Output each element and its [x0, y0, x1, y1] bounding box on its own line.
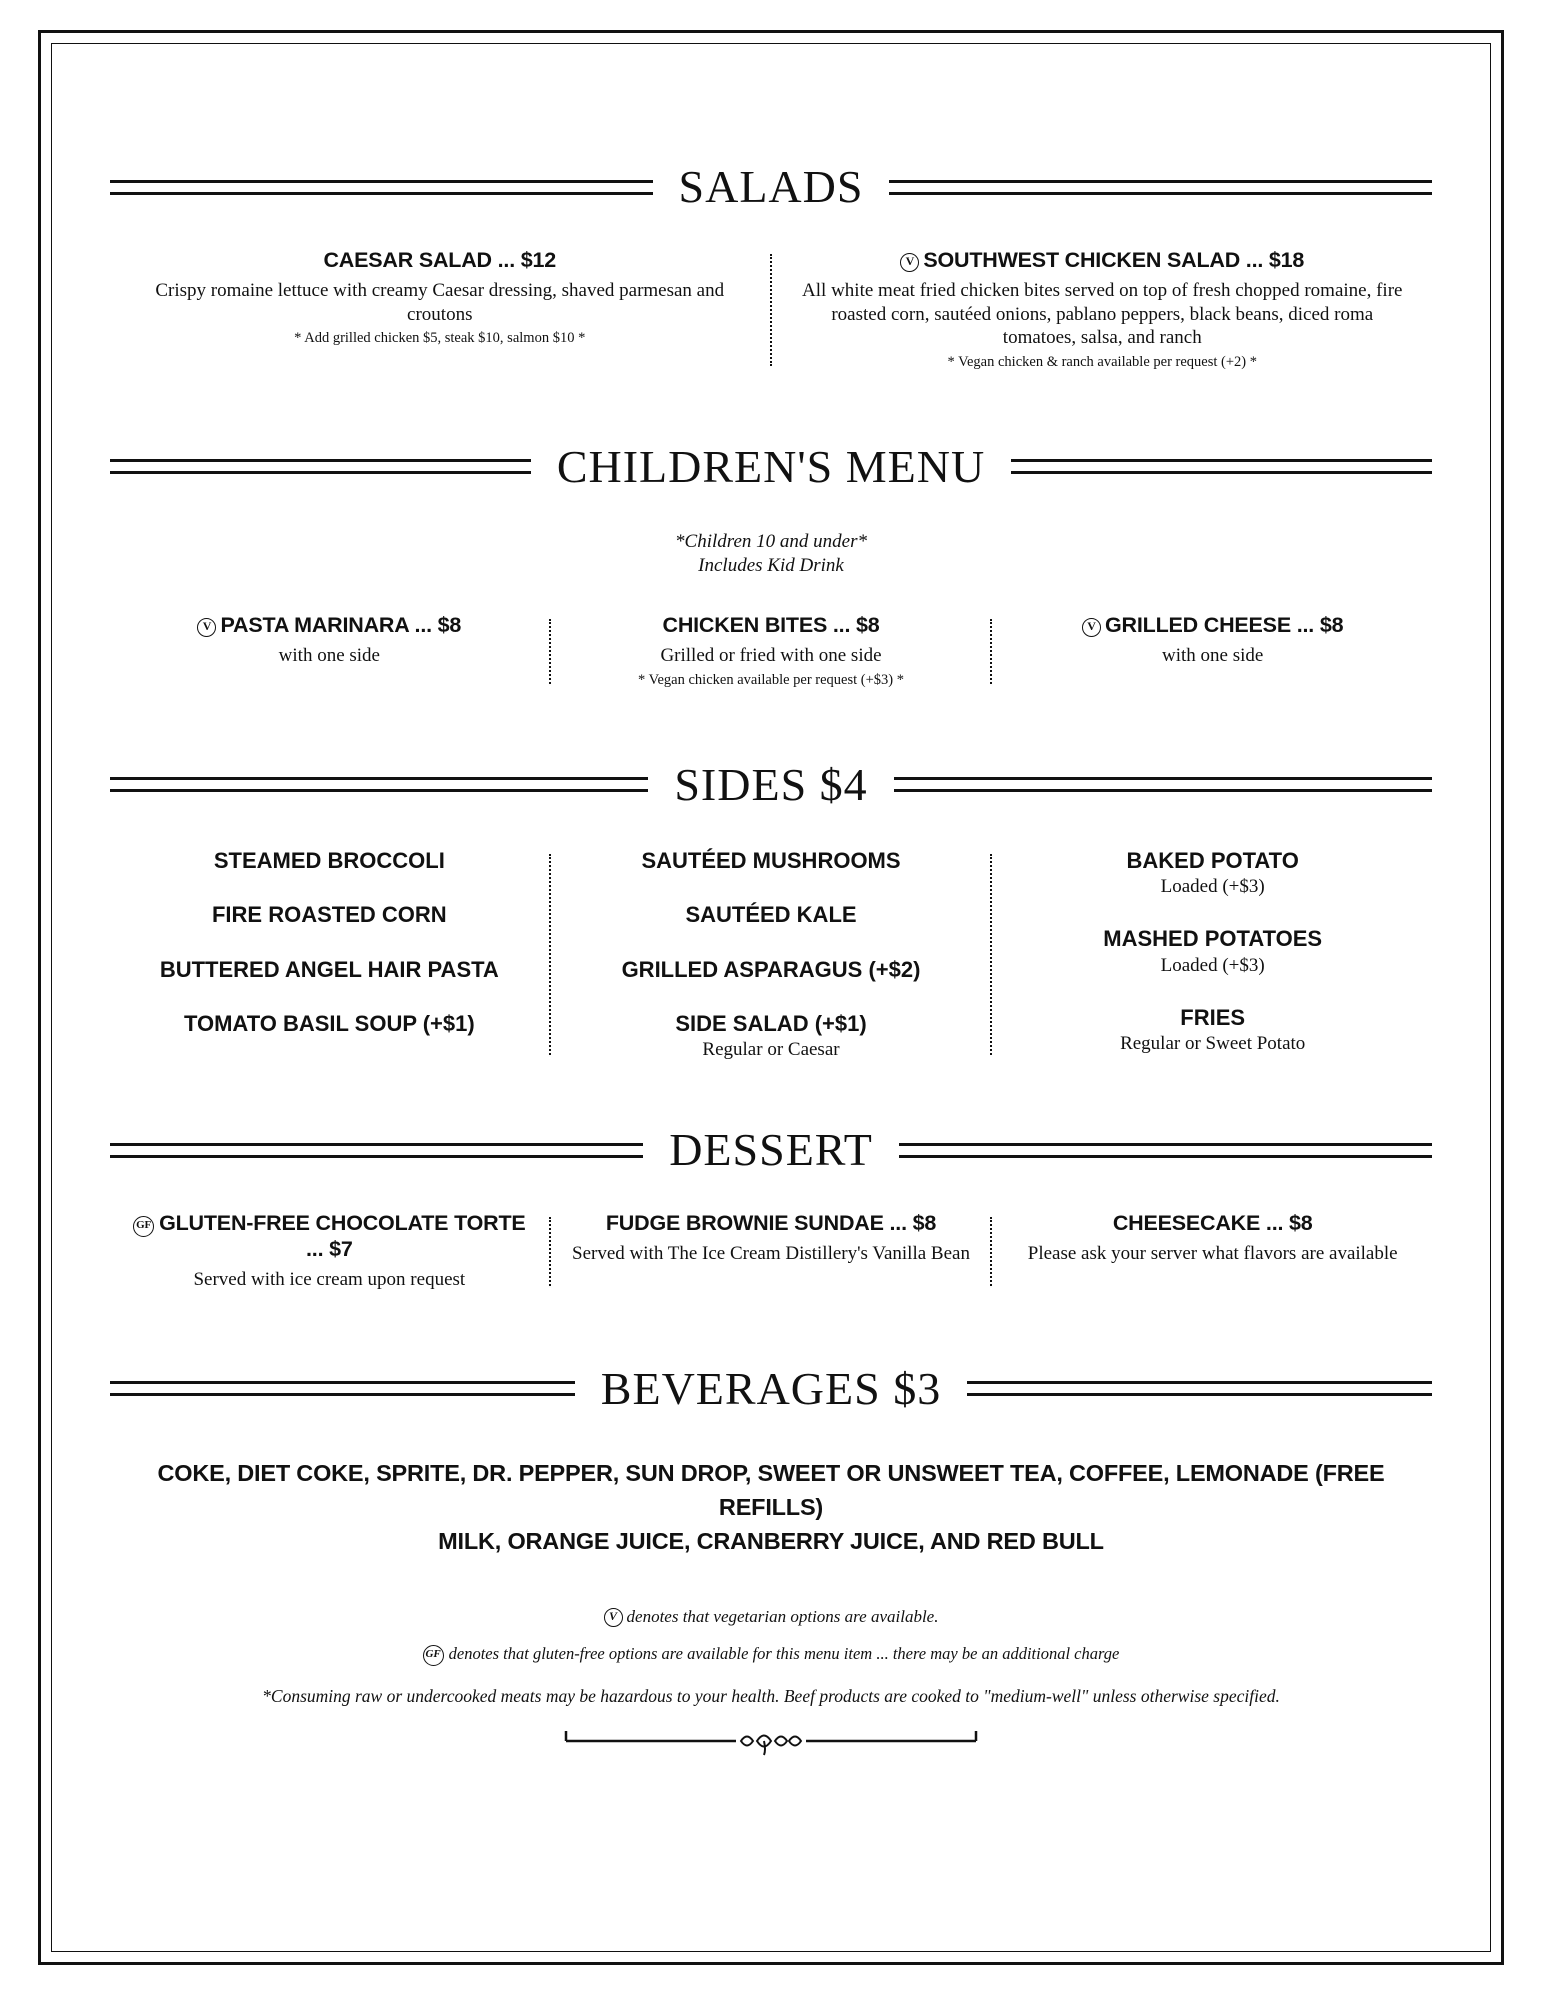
children-note-line2: Includes Kid Drink [698, 554, 844, 576]
side-name: SIDE SALAD (+$1) [675, 1010, 867, 1036]
item-name [126, 613, 533, 639]
section-title-beverages: BEVERAGES $3 [600, 1362, 942, 1414]
item-name-text: GLUTEN-FREE CHOCOLATE TORTE ... $7 [159, 1211, 526, 1262]
side-name: FIRE ROASTED CORN [211, 902, 447, 928]
menu-item-pasta-marinara [110, 613, 549, 668]
side-name: BAKED POTATO [1126, 847, 1299, 873]
menu-item-gluten-free-chocolate-torte [110, 1211, 549, 1292]
item-description: Crispy romaine lettuce with creamy Caesar dressing, shaved parmesan and croutons [155, 279, 725, 325]
item-name-text: PASTA MARINARA ... $8 [220, 613, 462, 638]
section-header-beverages [110, 1362, 1432, 1414]
item-name: CHICKEN BITES ... $8 [662, 613, 880, 638]
rule-right [1011, 459, 1432, 474]
gluten-free-icon: GF [423, 1645, 444, 1666]
side-name: FRIES [1180, 1004, 1246, 1030]
side-name: BUTTERED ANGEL HAIR PASTA [159, 956, 499, 982]
menu-item-fudge-brownie-sundae [552, 1211, 991, 1266]
rule-left [110, 1381, 575, 1396]
sides-column-3 [993, 848, 1432, 1055]
rule-right [894, 777, 1432, 792]
item-name-text: SOUTHWEST CHICKEN SALAD ... $18 [923, 248, 1305, 272]
footnotes [110, 1604, 1432, 1759]
side-item [568, 848, 975, 874]
side-name: STEAMED BROCCOLI [213, 847, 445, 873]
children-items [110, 613, 1432, 689]
gluten-free-icon: GF [133, 1216, 154, 1237]
children-note-line1: *Children 10 and under* [675, 530, 867, 552]
side-subtext: Regular or Caesar [702, 1039, 840, 1061]
item-name [1009, 613, 1416, 639]
vegetarian-icon: V [1082, 618, 1101, 637]
side-item [126, 848, 533, 874]
rule-right [889, 180, 1432, 195]
item-note: * Add grilled chicken $5, steak $10, salmon $10 * [294, 330, 586, 347]
menu-item-cheesecake [993, 1211, 1432, 1266]
dessert-items [110, 1211, 1432, 1292]
beverages-line-2: MILK, ORANGE JUICE, CRANBERRY JUICE, AND RED BULL [438, 1528, 1104, 1555]
side-subtext: Loaded (+$3) [1160, 876, 1265, 898]
section-header-dessert [110, 1124, 1432, 1176]
rule-left [110, 1143, 643, 1158]
flourish-ornament [110, 1725, 1432, 1759]
side-item [1009, 1005, 1416, 1055]
footnote-vegetarian-text: denotes that vegetarian options are available. [626, 1607, 939, 1627]
rule-left [110, 180, 653, 195]
section-title-salads: SALADS [678, 161, 864, 212]
menu-page [38, 30, 1504, 1965]
item-name: CAESAR SALAD ... $12 [323, 248, 557, 272]
beverages-list [110, 1456, 1432, 1558]
item-name: CHEESECAKE ... $8 [1112, 1211, 1313, 1236]
beverages-line-1: COKE, DIET COKE, SPRITE, DR. PEPPER, SUN DROP, SWEET OR UNSWEET TEA, COFFEE, LEMONADE (FREE REFILLS) [157, 1459, 1385, 1520]
rule-right [967, 1381, 1432, 1396]
item-description: Served with ice cream upon request [193, 1269, 466, 1291]
side-item [568, 902, 975, 928]
rule-left [110, 777, 648, 792]
rule-left [110, 459, 531, 474]
side-name: SAUTÉED KALE [685, 902, 857, 928]
item-description: Grilled or fried with one side [660, 645, 882, 667]
menu-inner-border [51, 43, 1491, 1952]
section-header-salads [110, 161, 1432, 212]
children-note [110, 530, 1432, 578]
item-description: with one side [1162, 645, 1264, 667]
section-title-children: CHILDREN'S MENU [556, 440, 986, 492]
rule-right [899, 1143, 1432, 1158]
item-description: Please ask your server what flavors are available [1027, 1243, 1398, 1265]
menu-item-chicken-bites [552, 613, 991, 689]
footnote-vegetarian [110, 1604, 1432, 1630]
sides-items [110, 848, 1432, 1062]
item-description: Served with The Ice Cream Distillery's Vanilla Bean [572, 1243, 970, 1265]
footnote-gluten-free [110, 1642, 1432, 1667]
side-subtext: Loaded (+$3) [1160, 954, 1265, 976]
side-name: TOMATO BASIL SOUP (+$1) [183, 1010, 475, 1036]
side-name: SAUTÉED MUSHROOMS [641, 847, 901, 873]
sides-column-2 [552, 848, 991, 1062]
vegetarian-icon: V [604, 1608, 623, 1627]
menu-item-southwest-chicken-salad [773, 248, 1433, 372]
sides-column-1 [110, 848, 549, 1038]
item-description: with one side [278, 645, 380, 667]
side-item [1009, 926, 1416, 976]
menu-item-caesar-salad [110, 248, 770, 348]
section-title-sides: SIDES $4 [674, 758, 868, 810]
side-item [568, 1011, 975, 1061]
side-item [1009, 848, 1416, 898]
item-name-text: GRILLED CHEESE ... $8 [1105, 613, 1344, 638]
item-name [795, 248, 1411, 274]
salads-items [110, 248, 1432, 372]
side-item [126, 957, 533, 983]
item-name: FUDGE BROWNIE SUNDAE ... $8 [605, 1211, 937, 1236]
item-note: * Vegan chicken available per request (+$3) * [638, 671, 904, 688]
vegetarian-icon: V [900, 253, 919, 272]
footnote-disclaimer: *Consuming raw or undercooked meats may be hazardous to your health. Beef products are cooked to "medium-well" unless otherwise specified. [262, 1686, 1280, 1707]
menu-item-grilled-cheese [993, 613, 1432, 668]
item-name [126, 1211, 533, 1263]
side-name: GRILLED ASPARAGUS (+$2) [621, 956, 921, 982]
side-subtext: Regular or Sweet Potato [1120, 1032, 1306, 1054]
side-name: MASHED POTATOES [1103, 926, 1323, 952]
section-title-dessert: DESSERT [669, 1124, 873, 1176]
section-header-children [110, 440, 1432, 492]
item-description: All white meat fried chicken bites served on top of fresh chopped romaine, fire roasted corn, sautéed onions, pablano peppers, black beans, diced roma tomatoes, salsa, and ranch [802, 279, 1403, 349]
side-item [126, 1011, 533, 1037]
side-item [126, 902, 533, 928]
footnote-gluten-free-text: denotes that gluten-free options are available for this menu item ... there may be an additional charge [448, 1643, 1120, 1663]
side-item [568, 957, 975, 983]
item-note: * Vegan chicken & ranch available per request (+2) * [947, 354, 1257, 371]
vegetarian-icon: V [197, 618, 216, 637]
section-header-sides [110, 758, 1432, 810]
